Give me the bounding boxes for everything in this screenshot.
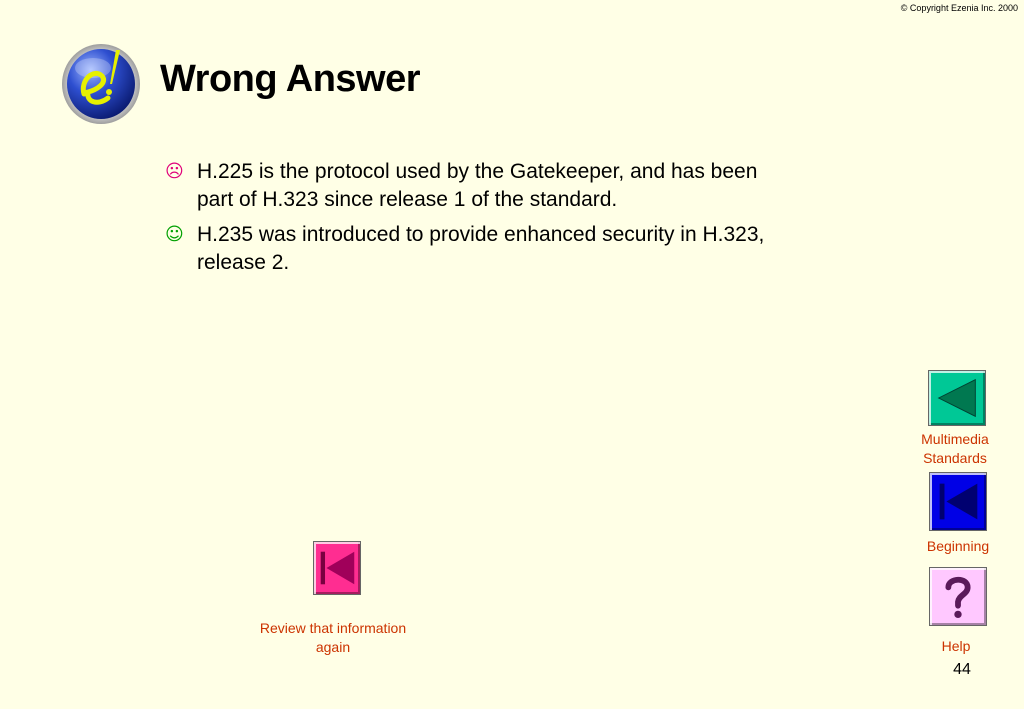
page-number: 44 [953,661,971,678]
list-item [163,158,803,214]
list-item [163,221,803,277]
beginning-label[interactable]: Beginning [926,538,990,554]
review-label[interactable]: Review that information again [259,620,407,655]
ezenia-logo-graphic [60,38,142,126]
ezenia-logo [60,38,142,126]
feedback-text: H.225 is the protocol used by the Gatekeeper, and has been part of H.323 since release 1 of the standard. [197,160,758,211]
feedback-text: H.235 was introduced to provide enhanced security in H.323, release 2. [197,223,765,274]
copyright-notice: © Copyright Ezenia Inc. 2000 [900,3,1018,13]
answer-feedback-list [163,158,803,284]
multimedia-standards-button[interactable] [928,370,986,426]
help-button[interactable] [929,567,987,626]
page-title: Wrong Answer [160,58,421,100]
beginning-button[interactable] [929,472,987,531]
skip-to-beginning-icon [930,473,986,530]
help-label[interactable]: Help [941,638,971,654]
question-mark-icon [930,568,986,625]
back-triangle-icon [929,371,985,425]
review-button[interactable] [313,541,361,595]
frown-face-icon: ☹ [165,161,184,182]
skip-back-icon [314,542,360,594]
multimedia-standards-label[interactable]: Multimedia Standards [921,431,989,466]
smile-face-icon: ☺ [165,224,184,245]
